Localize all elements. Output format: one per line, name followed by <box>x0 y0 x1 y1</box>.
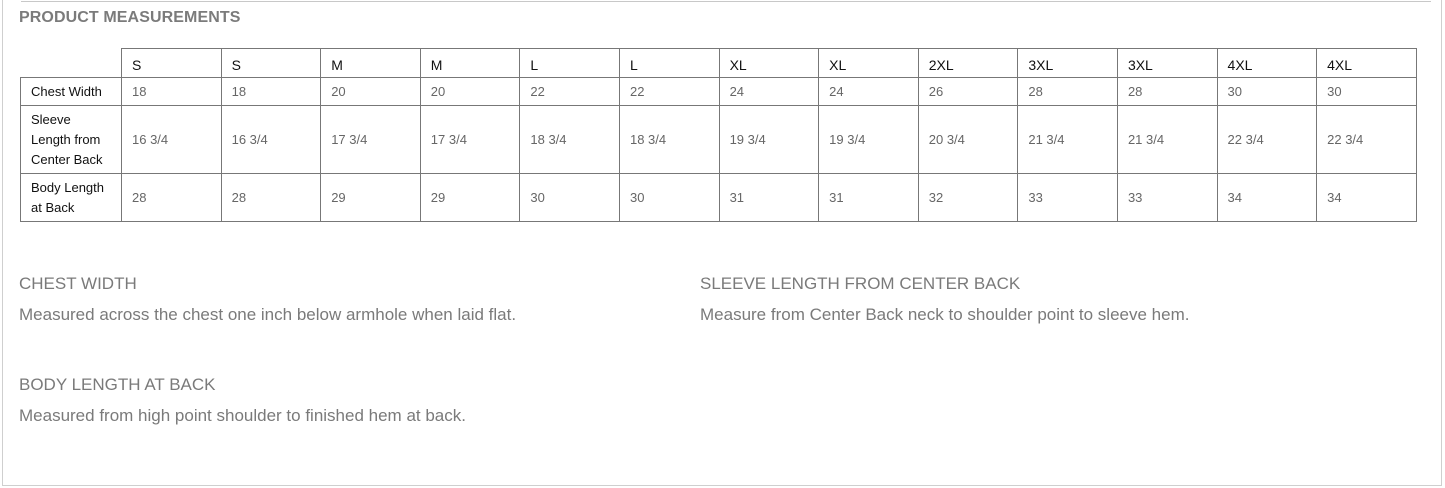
definition-body-length <box>19 375 466 426</box>
value-cell: 20 <box>321 78 421 106</box>
definition-chest-width <box>19 274 516 325</box>
value-cell: 33 <box>1018 174 1118 222</box>
value-cell: 22 3/4 <box>1217 106 1317 174</box>
size-header-cell: L <box>520 49 620 78</box>
size-header-cell: XL <box>719 49 819 78</box>
value-cell: 30 <box>1217 78 1317 106</box>
row-label-line: Sleeve <box>31 111 71 127</box>
size-header-cell: M <box>420 49 520 78</box>
size-header-cell: S <box>122 49 222 78</box>
definition-title: BODY LENGTH AT BACK <box>19 375 216 394</box>
size-header-cell: 4XL <box>1217 49 1317 78</box>
measurements-table <box>20 48 1417 222</box>
table-row-chest-width <box>21 78 1417 106</box>
value-cell: 19 3/4 <box>719 106 819 174</box>
value-cell: 21 3/4 <box>1018 106 1118 174</box>
value-cell: 18 <box>221 78 321 106</box>
value-cell: 31 <box>719 174 819 222</box>
value-cell: 18 <box>122 78 222 106</box>
size-header-cell: 3XL <box>1018 49 1118 78</box>
value-cell: 34 <box>1217 174 1317 222</box>
value-cell: 29 <box>420 174 520 222</box>
value-cell: 17 3/4 <box>321 106 421 174</box>
value-cell: 24 <box>719 78 819 106</box>
definition-title: SLEEVE LENGTH FROM CENTER BACK <box>700 274 1021 293</box>
value-cell: 17 3/4 <box>420 106 520 174</box>
value-cell: 16 3/4 <box>122 106 222 174</box>
definition-sleeve-length <box>700 274 1189 325</box>
row-label-line: Length from <box>31 131 101 147</box>
value-cell: 29 <box>321 174 421 222</box>
top-divider <box>21 1 1431 2</box>
value-cell: 28 <box>1117 78 1217 106</box>
row-label-line: at Back <box>31 199 75 215</box>
row-label-chest-width <box>21 78 122 106</box>
definition-title: CHEST WIDTH <box>19 274 137 293</box>
value-cell: 26 <box>918 78 1018 106</box>
value-cell: 19 3/4 <box>819 106 919 174</box>
value-cell: 21 3/4 <box>1117 106 1217 174</box>
definition-text: Measure from Center Back neck to shoulder point to sleeve hem. <box>700 305 1190 324</box>
value-cell: 30 <box>520 174 620 222</box>
value-cell: 31 <box>819 174 919 222</box>
value-cell: 28 <box>1018 78 1118 106</box>
row-label-line: Center Back <box>31 151 103 167</box>
value-cell: 22 <box>619 78 719 106</box>
size-header-cell: 2XL <box>918 49 1018 78</box>
size-header-cell: M <box>321 49 421 78</box>
size-header-cell: 4XL <box>1317 49 1417 78</box>
value-cell: 28 <box>221 174 321 222</box>
value-cell: 30 <box>619 174 719 222</box>
value-cell: 20 3/4 <box>918 106 1018 174</box>
value-cell: 34 <box>1317 174 1417 222</box>
size-header-cell: L <box>619 49 719 78</box>
value-cell: 18 3/4 <box>520 106 620 174</box>
definition-text: Measured across the chest one inch below armhole when laid flat. <box>19 305 517 324</box>
definition-text: Measured from high point shoulder to finished hem at back. <box>19 406 466 425</box>
size-header-cell: S <box>221 49 321 78</box>
header-corner-cell <box>21 49 122 78</box>
row-label-line: Chest Width <box>31 83 102 99</box>
row-label-line: Body Length <box>31 179 105 195</box>
size-header-cell: 3XL <box>1117 49 1217 78</box>
value-cell: 22 3/4 <box>1317 106 1417 174</box>
section-title: PRODUCT MEASUREMENTS <box>19 9 241 26</box>
row-label-body-length <box>21 174 122 222</box>
size-header-cell: XL <box>819 49 919 78</box>
value-cell: 16 3/4 <box>221 106 321 174</box>
value-cell: 33 <box>1117 174 1217 222</box>
value-cell: 32 <box>918 174 1018 222</box>
value-cell: 22 <box>520 78 620 106</box>
value-cell: 20 <box>420 78 520 106</box>
table-row-sleeve-length <box>21 106 1417 174</box>
size-header-row <box>21 49 1417 78</box>
value-cell: 30 <box>1317 78 1417 106</box>
table-row-body-length <box>21 174 1417 222</box>
value-cell: 28 <box>122 174 222 222</box>
value-cell: 24 <box>819 78 919 106</box>
row-label-sleeve-length <box>21 106 122 174</box>
value-cell: 18 3/4 <box>619 106 719 174</box>
